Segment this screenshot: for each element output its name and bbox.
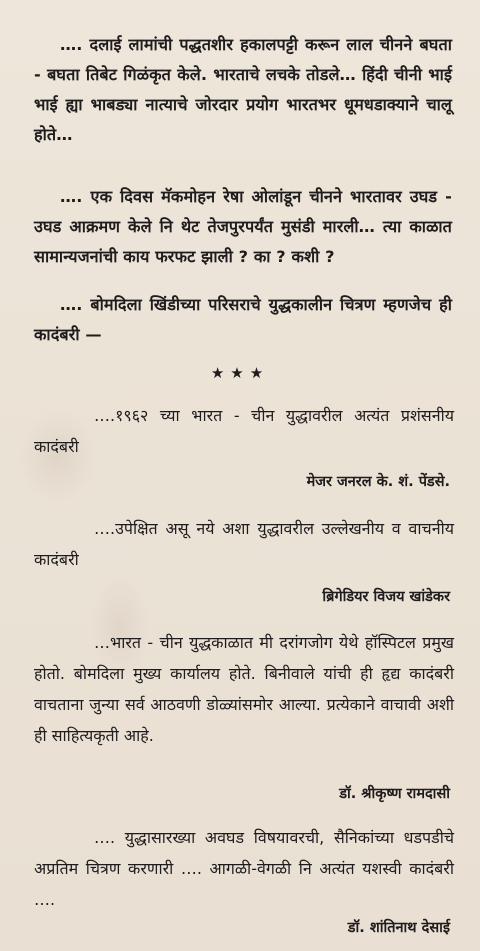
star-separator: ★★★ bbox=[210, 364, 270, 382]
synopsis-paragraph-2: …. एक दिवस मॅकमोहन रेषा ओलांडून चीनने भारतावर उघड - उघड आक्रमण केले नि थेट तेजपुरपर्यंत मुसंडी मारली… त्या काळात सामान्यजनांची काय फरफट झाली ? का ? कशी ? bbox=[34, 187, 452, 266]
review-author-3: डॉ. श्रीकृष्ण रामदासी bbox=[339, 786, 450, 802]
synopsis-paragraph-3: …. बोमदिला खिंडीच्या परिसराचे युद्धकालीन चित्रण म्हणजेच ही कादंबरी — bbox=[34, 295, 452, 344]
review-author-4: डॉ. शांतिनाथ देसाई bbox=[347, 920, 450, 936]
synopsis-paragraph-1: …. दलाई लामांची पद्धतशीर हकालपट्टी करून लाल चीनने बघता - बघता तिबेट गिळंकृत केले. भारताचे लचके तोडले… हिंदी चीनी भाई भाई ह्या भाबड्या नात्याचे जोरदार प्रयोग भारतभर धूमधडाक्याने चालू होते… bbox=[34, 35, 452, 144]
review-author-2: ब्रिगेडियर विजय खांडेकर bbox=[322, 589, 450, 605]
review-quote-1: ….१९६२ च्या भारत - चीन युद्धावरील अत्यंत प्रशंसनीय कादंबरी bbox=[34, 406, 454, 456]
review-quote-2: ….उपेक्षित असू नये अशा युद्धावरील उल्लेखनीय व वाचनीय कादंबरी bbox=[34, 519, 454, 569]
review-quote-3: …भारत - चीन युद्धकाळात मी दरांगजोग येथे हॉस्पिटल प्रमुख होतो. बोमदिला मुख्य कार्यालय होते. बिनीवाले यांची ही हृद्य कादंबरी वाचताना जुन्या सर्व आठवणी डोळ्यांसमोर आल्या. प्रत्येकाने वाचावी अशी ही साहित्यकृती आहे. bbox=[34, 633, 454, 745]
review-author-1: मेजर जनरल के. शं. पेंडसे. bbox=[306, 474, 450, 490]
review-quote-4: …. युद्धासारख्या अवघड विषयावरची, सैनिकांच्या धडपडीचे अप्रतिम चित्रण करणारी …. आगळी-वेगळी नि अत्यंत यशस्वी कादंबरी …. bbox=[34, 828, 454, 909]
